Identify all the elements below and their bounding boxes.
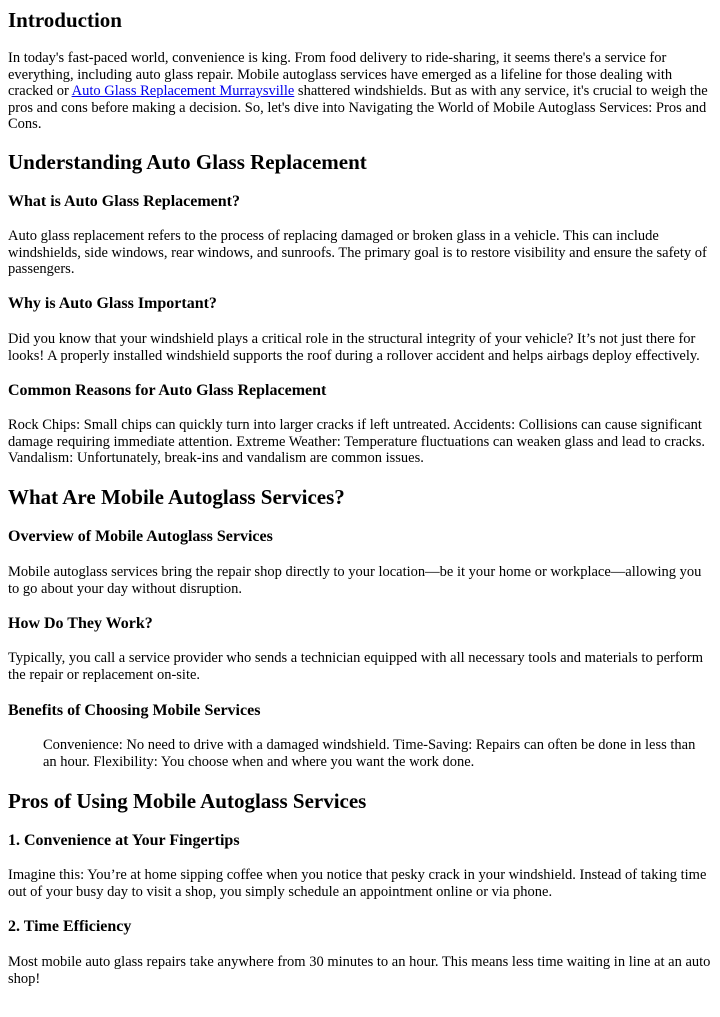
how-they-work-line-2: the repair or replacement on-site. (8, 666, 201, 683)
what-is-line-3: passengers. (8, 261, 75, 277)
time-efficiency-paragraph (8, 954, 710, 987)
overview-paragraph (8, 564, 701, 597)
intro-line-3-before: cracked or (8, 83, 72, 99)
intro-line-3-after: shattered windshields. But as with any service, it's crucial to weigh the (294, 83, 708, 99)
time-efficiency-line-1: Most mobile auto glass repairs take anywhere from 30 minutes to an hour. This means less time waiting in line at an auto (8, 954, 711, 970)
why-important-line-1: Did you know that your windshield plays a critical role in the structural integrity of your vehicle? It’s not just there for (8, 331, 696, 347)
convenience-paragraph (8, 867, 706, 900)
common-reasons-paragraph (8, 417, 705, 467)
overview-line-1: Mobile autoglass services bring the repair shop directly to your location—be it your home or workplace—allowing you (8, 564, 702, 580)
time-efficiency-heading: 2. Time Efficiency (8, 918, 132, 935)
time-efficiency-line-2: shop! (8, 970, 41, 987)
how-they-work-line-1: Typically, you call a service provider who sends a technician equipped with all necessary tools and materials to perform (8, 650, 704, 666)
why-important-line-2: looks! A properly installed windshield supports the roof during a rollover accident and helps airbags deploy effectively. (8, 347, 700, 364)
intro-line-3 (8, 83, 708, 100)
benefits-line-1: Convenience: No need to drive with a damaged windshield. Time-Saving: Repairs can often be done in less than (43, 737, 696, 753)
intro-paragraph (8, 50, 708, 133)
common-reasons-heading: Common Reasons for Auto Glass Replacement (8, 382, 327, 399)
what-is-heading: What is Auto Glass Replacement? (8, 193, 240, 210)
why-important-paragraph (8, 331, 700, 364)
what-is-paragraph (8, 228, 707, 278)
overview-heading: Overview of Mobile Autoglass Services (8, 528, 273, 545)
convenience-heading: 1. Convenience at Your Fingertips (8, 832, 240, 849)
intro-line-1: In today's fast-paced world, convenience is king. From food delivery to ride-sharing, it seems there's a service for (8, 50, 667, 66)
what-is-line-2: windshields, side windows, rear windows, and sunroofs. The primary goal is to restore visibility and ensure the safety of (8, 244, 707, 261)
intro-line-4: pros and cons before making a decision. So, let's dive into Navigating the World of Mobile Autoglass Services: Pros and (8, 99, 707, 116)
pros-heading: Pros of Using Mobile Autoglass Services (8, 789, 367, 813)
why-important-heading: Why is Auto Glass Important? (8, 295, 217, 312)
common-reasons-line-3: Vandalism: Unfortunately, break-ins and vandalism are common issues. (8, 450, 424, 466)
how-they-work-paragraph (8, 650, 703, 683)
benefits-line-2: an hour. Flexibility: You choose when and where you want the work done. (43, 753, 475, 770)
overview-line-2: to go about your day without disruption. (8, 580, 242, 597)
auto-glass-replacement-murraysville-link[interactable]: Auto Glass Replacement Murraysville (71, 83, 295, 99)
common-reasons-line-2: damage requiring immediate attention. Extreme Weather: Temperature fluctuations can weaken glass and lead to cracks. (8, 433, 706, 450)
what-is-line-1: Auto glass replacement refers to the process of replacing damaged or broken glass in a vehicle. This can include (8, 228, 659, 244)
convenience-line-1: Imagine this: You’re at home sipping coffee when you notice that pesky crack in your windshield. Instead of taking time (8, 867, 707, 883)
mobile-services-heading: What Are Mobile Autoglass Services? (8, 485, 345, 509)
intro-line-2: everything, including auto glass repair. Mobile autoglass services have emerged as a lifeline for those dealing with (8, 66, 673, 83)
intro-heading: Introduction (8, 8, 122, 32)
convenience-line-2: out of your busy day to visit a shop, you simply schedule an appointment online or via phone. (8, 883, 553, 900)
benefits-paragraph (43, 737, 695, 770)
how-they-work-heading: How Do They Work? (8, 615, 153, 632)
benefits-heading: Benefits of Choosing Mobile Services (8, 702, 261, 719)
common-reasons-line-1: Rock Chips: Small chips can quickly turn into larger cracks if left untreated. Accidents: Collisions can cause significant (8, 417, 702, 433)
intro-line-5: Cons. (8, 116, 42, 132)
understanding-heading: Understanding Auto Glass Replacement (8, 150, 367, 174)
